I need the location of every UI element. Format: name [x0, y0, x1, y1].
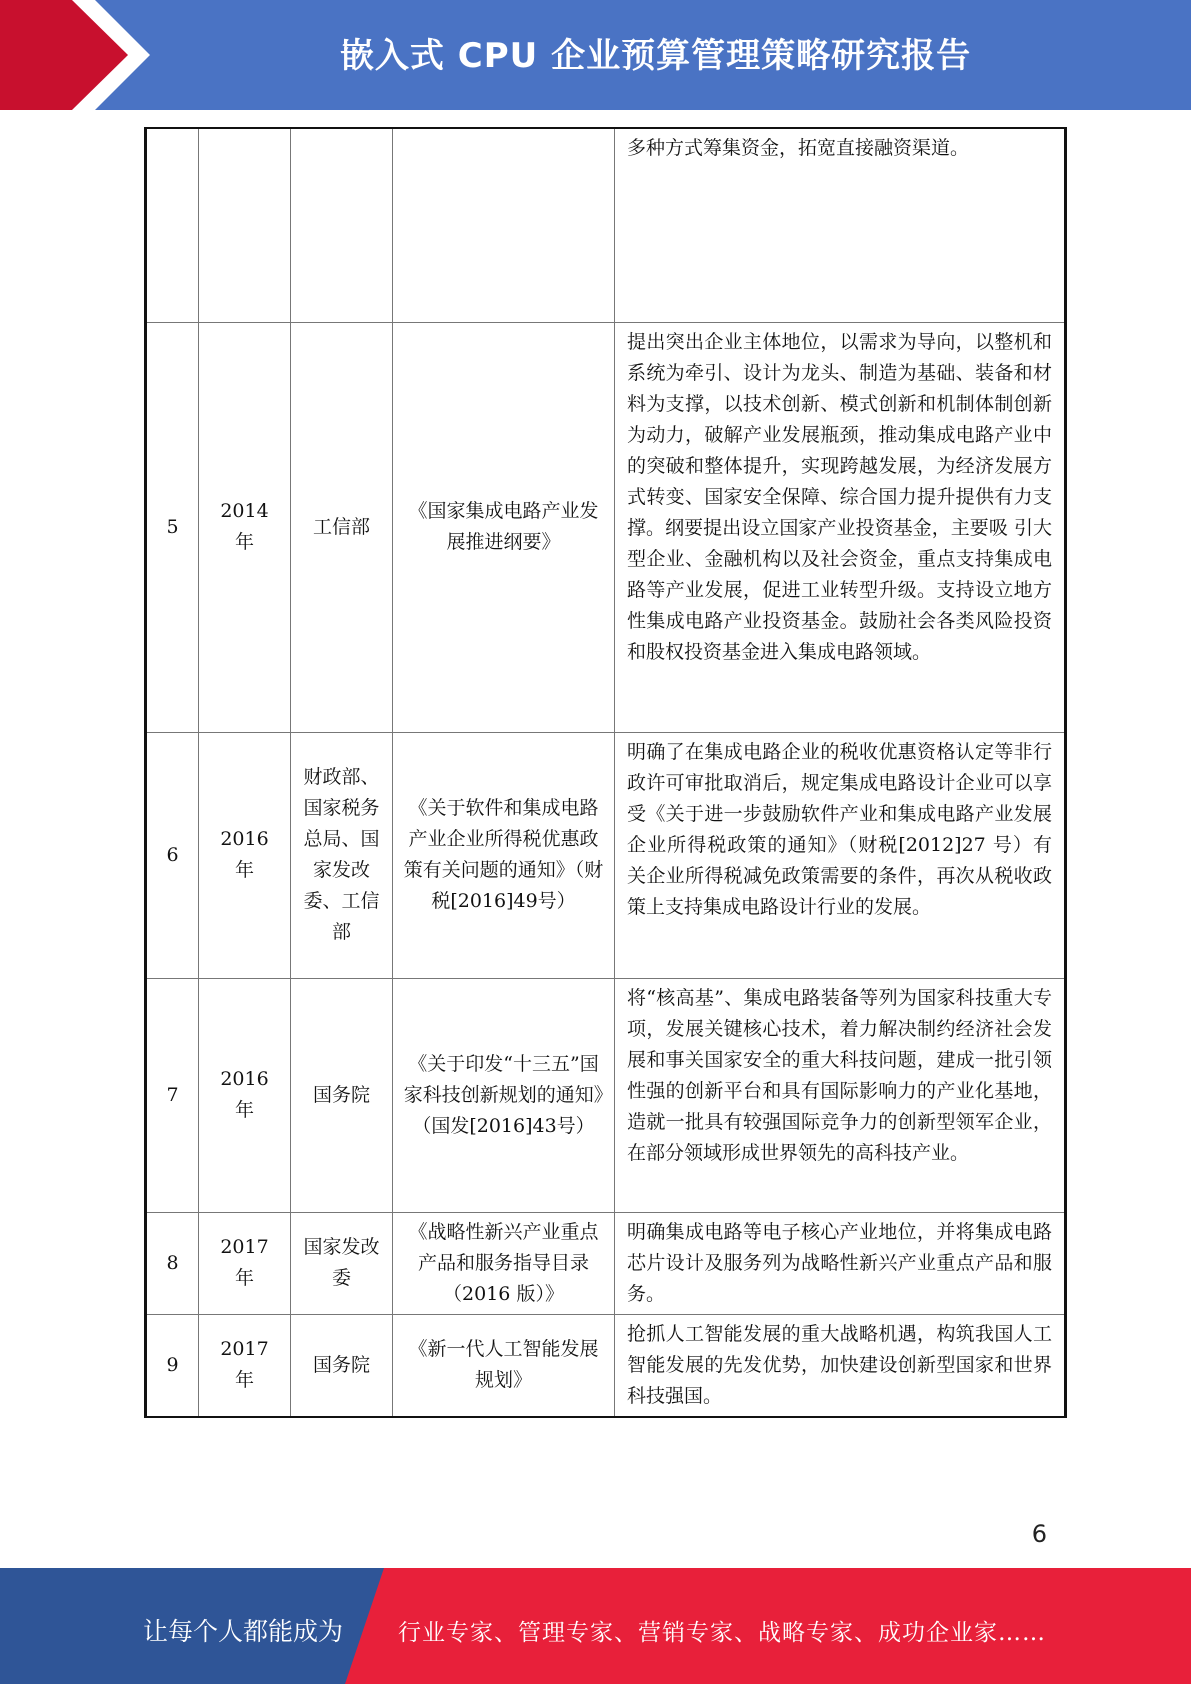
- table-row: [146, 128, 1066, 322]
- cell-dept: 工信部: [291, 322, 393, 732]
- cell-no: [146, 128, 199, 322]
- page-header: [0, 0, 1191, 110]
- policy-table: [144, 127, 1067, 1418]
- table-row: [146, 732, 1066, 978]
- page-footer: [0, 1568, 1191, 1684]
- cell-desc: 抢抓人工智能发展的重大战略机遇，构筑我国人工智能发展的先发优势，加快建设创新型国家和世界科技强国。: [615, 1314, 1066, 1417]
- cell-year: 2017 年: [199, 1314, 291, 1417]
- cell-desc: 明确集成电路等电子核心产业地位，并将集成电路芯片设计及服务列为战略性新兴产业重点产品和服务。: [615, 1212, 1066, 1314]
- footer-slogan-left: 让每个人都能成为: [143, 1617, 344, 1646]
- cell-year: 2017 年: [199, 1212, 291, 1314]
- cell-desc: 将“核高基”、集成电路装备等列为国家科技重大专项，发展关键核心技术，着力解决制约经济社会发展和事关国家安全的重大科技问题，建成一批引领性强的创新平台和具有国际影响力的产业化基地，造就一批具有较强国际竞争力的创新型领军企业，在部分领域形成世界领先的高科技产业。: [615, 978, 1066, 1212]
- cell-year: 2014 年: [199, 322, 291, 732]
- report-title: 嵌入式 CPU 企业预算管理策略研究报告: [339, 36, 972, 76]
- cell-policy: 《关于软件和集成电路产业企业所得税优惠政策有关问题的通知》（财税[2016]49号）: [393, 732, 615, 978]
- footer-slogan-right: 行业专家、管理专家、营销专家、战略专家、成功企业家……: [398, 1620, 1046, 1646]
- cell-policy: 《战略性新兴产业重点产品和服务指导目录（2016 版）》: [393, 1212, 615, 1314]
- header-arrow-icon: [0, 0, 160, 110]
- page-number: 6: [1031, 1520, 1047, 1548]
- cell-desc: 多种方式筹集资金，拓宽直接融资渠道。: [615, 128, 1066, 322]
- cell-no: 9: [146, 1314, 199, 1417]
- table-row: [146, 1314, 1066, 1417]
- cell-policy: 《新一代人工智能发展规划》: [393, 1314, 615, 1417]
- cell-desc: 明确了在集成电路企业的税收优惠资格认定等非行政许可审批取消后，规定集成电路设计企业可以享受《关于进一步鼓励软件产业和集成电路产业发展企业所得税政策的通知》（财税[2012]27 号）有关企业所得税减免政策需要的条件，再次从税收政策上支持集成电路设计行业的发展。: [615, 732, 1066, 978]
- cell-no: 8: [146, 1212, 199, 1314]
- cell-year: 2016 年: [199, 978, 291, 1212]
- cell-year: [199, 128, 291, 322]
- cell-policy: 《国家集成电路产业发展推进纲要》: [393, 322, 615, 732]
- cell-dept: 财政部、国家税务总局、国家发改委、工信部: [291, 732, 393, 978]
- table-row: [146, 322, 1066, 732]
- cell-no: 5: [146, 322, 199, 732]
- table-row: [146, 1212, 1066, 1314]
- table-row: [146, 978, 1066, 1212]
- cell-no: 6: [146, 732, 199, 978]
- cell-desc: 提出突出企业主体地位，以需求为导向，以整机和系统为牵引、设计为龙头、制造为基础、装备和材料为支撑，以技术创新、模式创新和机制体制创新为动力，破解产业发展瓶颈，推动集成电路产业中的突破和整体提升，实现跨越发展，为经济发展方式转变、国家安全保障、综合国力提升提供有力支撑。纲要提出设立国家产业投资基金，主要吸 引大型企业、金融机构以及社会资金，重点支持集成电路等产业发展，促进工业转型升级。支持设立地方性集成电路产业投资基金。鼓励社会各类风险投资和股权投资基金进入集成电路领域。: [615, 322, 1066, 732]
- cell-policy: 《关于印发“十三五”国家科技创新规划的通知》（国发[2016]43号）: [393, 978, 615, 1212]
- cell-dept: 国务院: [291, 978, 393, 1212]
- cell-no: 7: [146, 978, 199, 1212]
- cell-dept: 国务院: [291, 1314, 393, 1417]
- cell-dept: 国家发改委: [291, 1212, 393, 1314]
- cell-dept: [291, 128, 393, 322]
- cell-year: 2016 年: [199, 732, 291, 978]
- cell-policy: [393, 128, 615, 322]
